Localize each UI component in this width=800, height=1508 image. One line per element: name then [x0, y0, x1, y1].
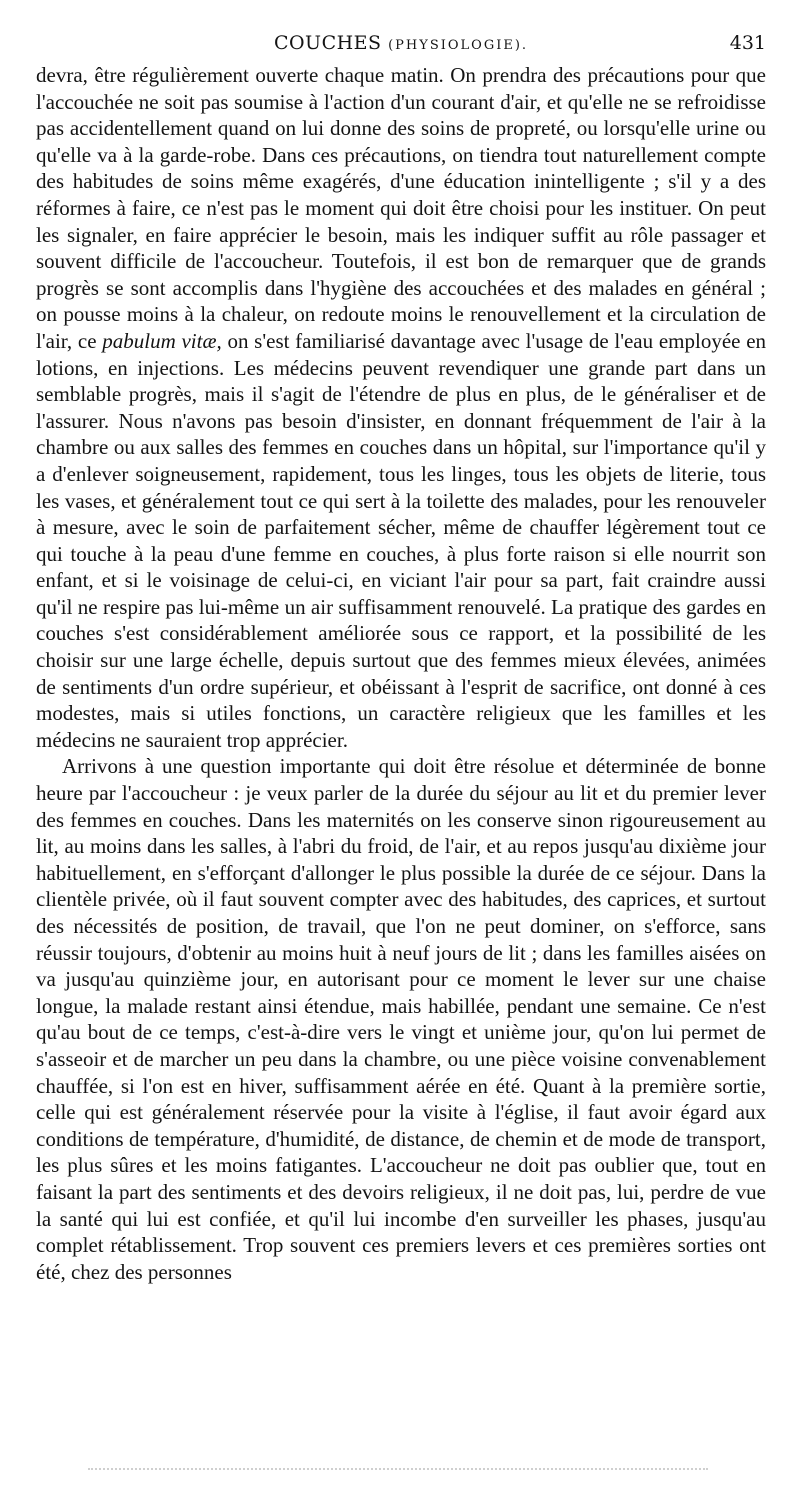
paragraph-1-italic-phrase: pabulum vitæ,	[102, 328, 222, 353]
running-title-main: COUCHES	[273, 32, 382, 54]
paragraph-1-part-a: devra, être régulièrement ouverte chaque matin. On prendra des précautions pour que l'accouchée ne soit pas soumise à l'action d'un courant d'air, et qu'elle ne se refroidisse pas accidentellement quand on lui donne des soins de propreté, ou lorsqu'elle urine ou qu'elle va à la garde-robe. Dans ces précautions, on tiendra tout naturellement compte des habitudes de soins même exagérés, d'une éducation inintelligente ; s'il y a des réformes à faire, ce n'est pas le moment qui doit être choisi pour les instituer. On peut les signaler, en faire apprécier le besoin, mais les indiquer suffit au rôle passager et souvent difficile de l'accoucheur. Toutefois, il est bon de remarquer que de grands progrès se sont accomplis dans l'hygiène des accouchées et des malades en général ; on pousse moins à la chaleur, on redoute moins le renouvellement et la circulation de l'air, ce	[36, 63, 766, 353]
bleed-through-line	[88, 1468, 708, 1472]
paragraph-1	[36, 62, 766, 753]
page-number: 431	[729, 32, 766, 54]
body-text	[36, 62, 766, 1285]
paragraph-1-part-b: on s'est familiarisé davantage avec l'usage de l'eau employée en lotions, en injections. Les médecins peuvent revendiquer une grande part dans un semblable progrès, mais il s'agit de l'étendre de plus en plus, de le généraliser et de l'assurer. Nous n'avons pas besoin d'insister, en donnant fréquemment de l'air à la chambre ou aux salles des femmes en couches dans un hôpital, sur l'importance qu'il y a d'enlever soigneusement, rapidement, tous les linges, tous les objets de literie, tous les vases, et généralement tout ce qui sert à la toilette des malades, pour les renouveler à mesure, avec le soin de parfaitement sécher, même de chauffer légèrement tout ce qui touche à la peau d'une femme en couches, à plus forte raison si elle nourrit son enfant, et si le voisinage de celui-ci, en viciant l'air pour sa part, fait craindre aussi qu'il ne respire pas lui-même un air suffisamment renouvelé. La pratique des gardes en couches s'est considérablement améliorée sous ce rapport, et la possibilité de les choisir sur une large échelle, depuis surtout que des femmes mieux élevées, animées de sentiments d'un ordre supérieur, et obéissant à l'esprit de sacrifice, ont donné à ces modestes, mais si utiles fonctions, un caractère religieux que les familles et les médecins ne sauraient trop apprécier.	[36, 328, 767, 752]
running-head	[36, 32, 766, 56]
paragraph-2: Arrivons à une question importante qui doit être résolue et déterminée de bonne heure par l'accoucheur : je veux parler de la durée du séjour au lit et du premier lever des femmes en couches. Dans les maternités on les conserve sinon rigoureusement au lit, au moins dans les salles, à l'abri du froid, de l'air, et au repos jusqu'au dixième jour habituellement, en s'efforçant d'allonger le plus possible la durée de ce séjour. Dans la clientèle privée, où il faut souvent compter avec des habitudes, des caprices, et surtout des nécessités de position, de travail, que l'on ne peut dominer, on s'efforce, sans réussir toujours, d'obtenir au moins huit à neuf jours de lit ; dans les familles aisées on va jusqu'au quinzième jour, en autorisant pour ce moment le lever sur une chaise longue, la malade restant ainsi étendue, mais habillée, pendant une semaine. Ce n'est qu'au bout de ce temps, c'est-à-dire vers le vingt et unième jour, qu'on lui permet de s'asseoir et de marcher un peu dans la chambre, ou une pièce voisine convenablement chauffée, si l'on est en hiver, suffisamment aérée en été. Quant à la première sortie, celle qui est généralement réservée pour la visite à l'église, il faut avoir égard aux conditions de température, d'humidité, de distance, de chemin et de mode de transport, les plus sûres et les moins fatigantes. L'accoucheur ne doit pas oublier que, tout en faisant la part des sentiments et des devoirs religieux, il ne doit pas, lui, perdre de vue la santé qui lui est confiée, et qu'il lui incombe d'en surveiller les phases, jusqu'au complet rétablissement. Trop souvent ces premiers levers et ces premières sorties ont été, chez des personnes	[36, 754, 766, 1284]
running-title-subtitle: (PHYSIOLOGIE).	[388, 38, 529, 53]
running-title	[36, 32, 766, 54]
